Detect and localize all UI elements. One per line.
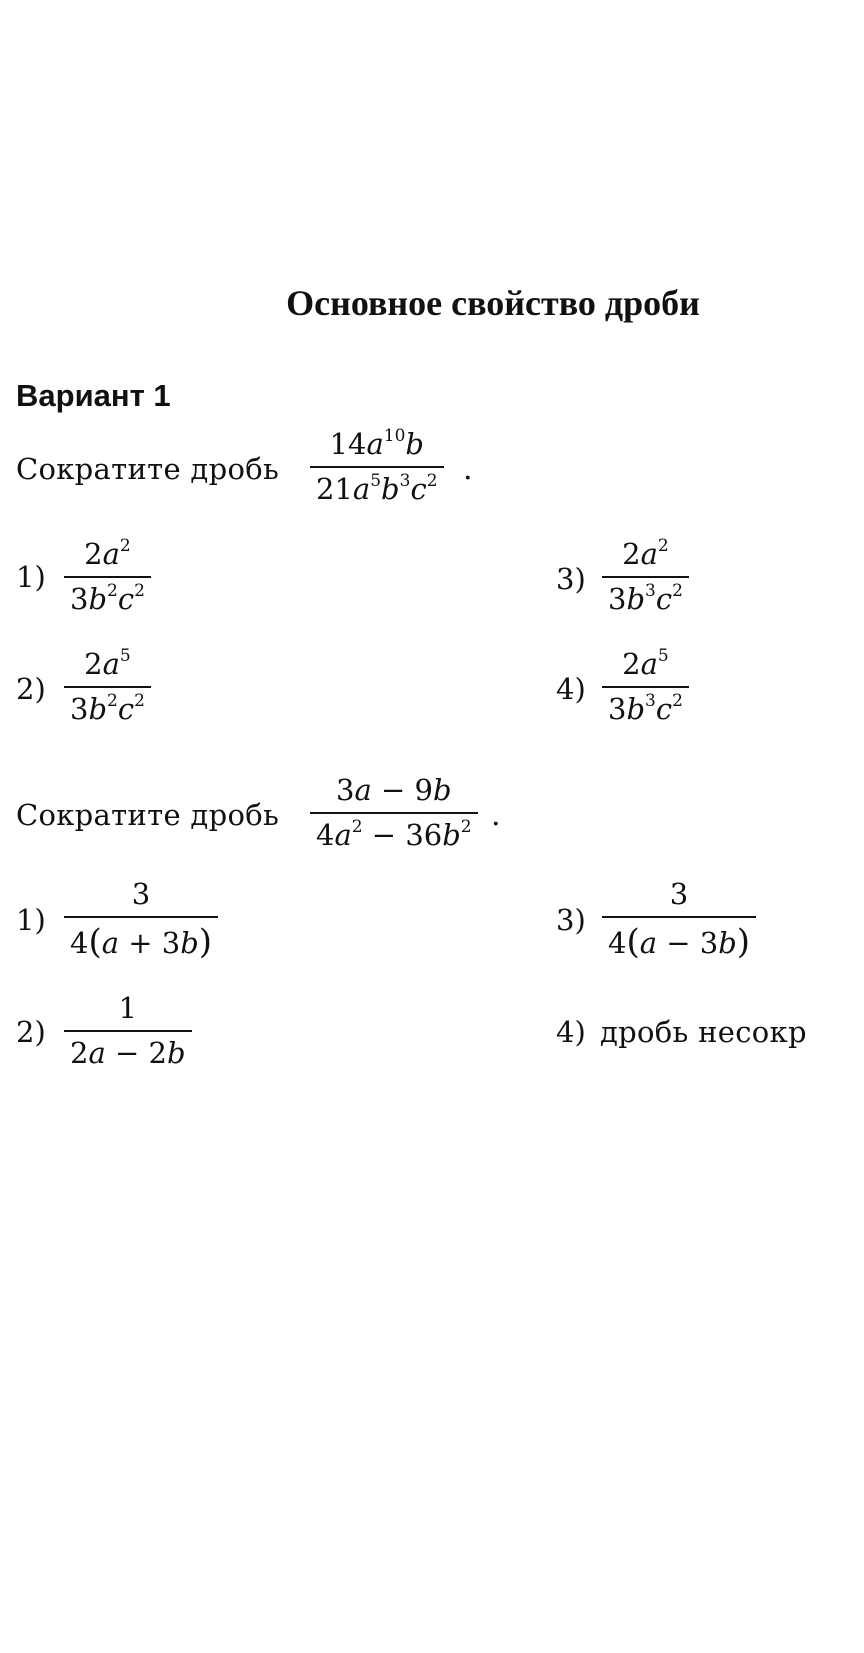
task2-answer3-denominator: 4(a − 3b) (608, 922, 751, 962)
task2-answer2-fraction[interactable] (64, 991, 192, 1070)
task2-numerator: 3a − 9b (336, 773, 452, 807)
task2-answer4-text[interactable]: дробь несокр (600, 1015, 807, 1049)
task1-answer4-label: 4) (556, 672, 586, 706)
task2-answer1-numerator: 3 (131, 877, 151, 911)
task1-answer1-fraction[interactable] (64, 536, 151, 616)
task1-numerator: $14a^{10}b$ (329, 426, 424, 461)
task1-fraction (310, 426, 444, 506)
task1-answer1-numerator: $2a^2$ (84, 536, 131, 571)
task2-prompt: Сократите дробь (16, 798, 280, 832)
task1-period: . (463, 452, 473, 487)
task2-answer4-label: 4) (556, 1015, 586, 1049)
task1-answer1-label: 1) (16, 560, 46, 594)
task1-answer4-fraction[interactable] (602, 646, 689, 726)
task1-answer2-label: 2) (16, 672, 46, 706)
task2-answer1-fraction[interactable] (64, 877, 218, 962)
page-title: Основное свойство дроби (286, 283, 700, 323)
task2-answer2-numerator: 1 (118, 991, 137, 1025)
task2-answer3-label: 3) (556, 903, 586, 937)
task1-answer1-denominator: $3b^2c^2$ (70, 581, 145, 616)
task1-answer2-fraction[interactable] (64, 646, 151, 726)
task1-answer3-fraction[interactable] (602, 536, 689, 616)
task1-answer3-label: 3) (556, 562, 586, 596)
task1-answer2-denominator: $3b^2c^2$ (70, 691, 145, 726)
task2-answer2-label: 2) (16, 1015, 46, 1049)
task1-answer4-numerator: $2a^5$ (622, 646, 669, 681)
task1-answer3-numerator: $2a^2$ (622, 536, 669, 571)
task1-answer3-denominator: $3b^3c^2$ (608, 581, 683, 616)
task2-answer3-fraction[interactable] (602, 877, 756, 962)
variant-heading: Вариант 1 (16, 378, 171, 413)
task2-answer3-numerator: 3 (669, 877, 689, 911)
task2-answer2-denominator: 2a − 2b (70, 1036, 186, 1070)
task1-answer2-numerator: $2a^5$ (84, 646, 131, 681)
task1-prompt: Сократите дробь (16, 452, 280, 486)
task1-answer4-denominator: $3b^3c^2$ (608, 691, 683, 726)
task2-answer1-denominator: 4(a + 3b) (70, 922, 213, 962)
task2-period: . (491, 798, 501, 833)
task2-answer1-label: 1) (16, 903, 46, 937)
task2-denominator: $4a^2 - 36b^2$ (316, 817, 472, 852)
task1-denominator: $21a^5b^3c^2$ (316, 471, 438, 506)
task2-fraction (310, 773, 478, 852)
